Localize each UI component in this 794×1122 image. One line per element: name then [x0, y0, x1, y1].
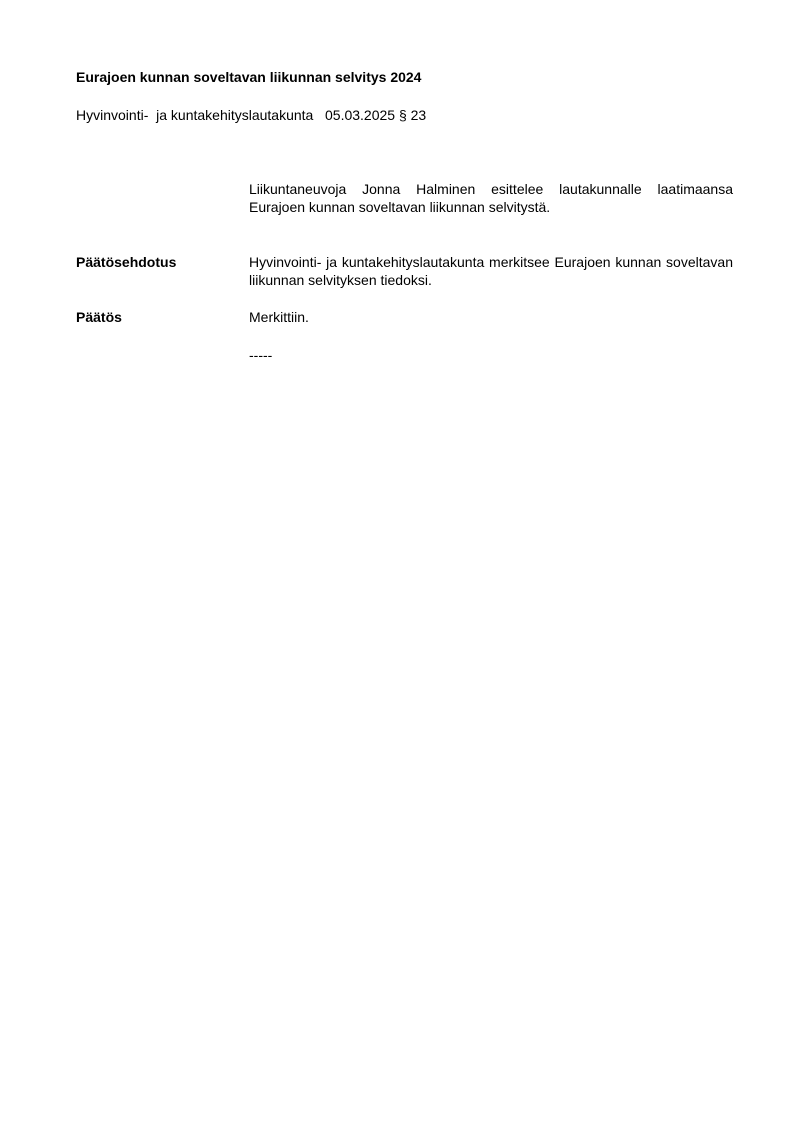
- decision-label: Päätös: [76, 309, 122, 325]
- document-title: Eurajoen kunnan soveltavan liikunnan selvitys 2024: [76, 69, 422, 85]
- end-marker: -----: [249, 347, 273, 363]
- intro-text: Liikuntaneuvoja Jonna Halminen esittelee lautakunnalle laatimaansa Eurajoen kunnan soveltavan liikunnan selvitystä.: [249, 181, 733, 215]
- proposal-text: Hyvinvointi- ja kuntakehityslautakunta merkitsee Eurajoen kunnan soveltavan liikunnan selvityksen tiedoksi.: [249, 254, 733, 288]
- proposal-label: Päätösehdotus: [76, 254, 177, 270]
- decision-text: Merkittiin.: [249, 309, 309, 325]
- meeting-reference: Hyvinvointi- ja kuntakehityslautakunta 05.03.2025 § 23: [76, 107, 427, 123]
